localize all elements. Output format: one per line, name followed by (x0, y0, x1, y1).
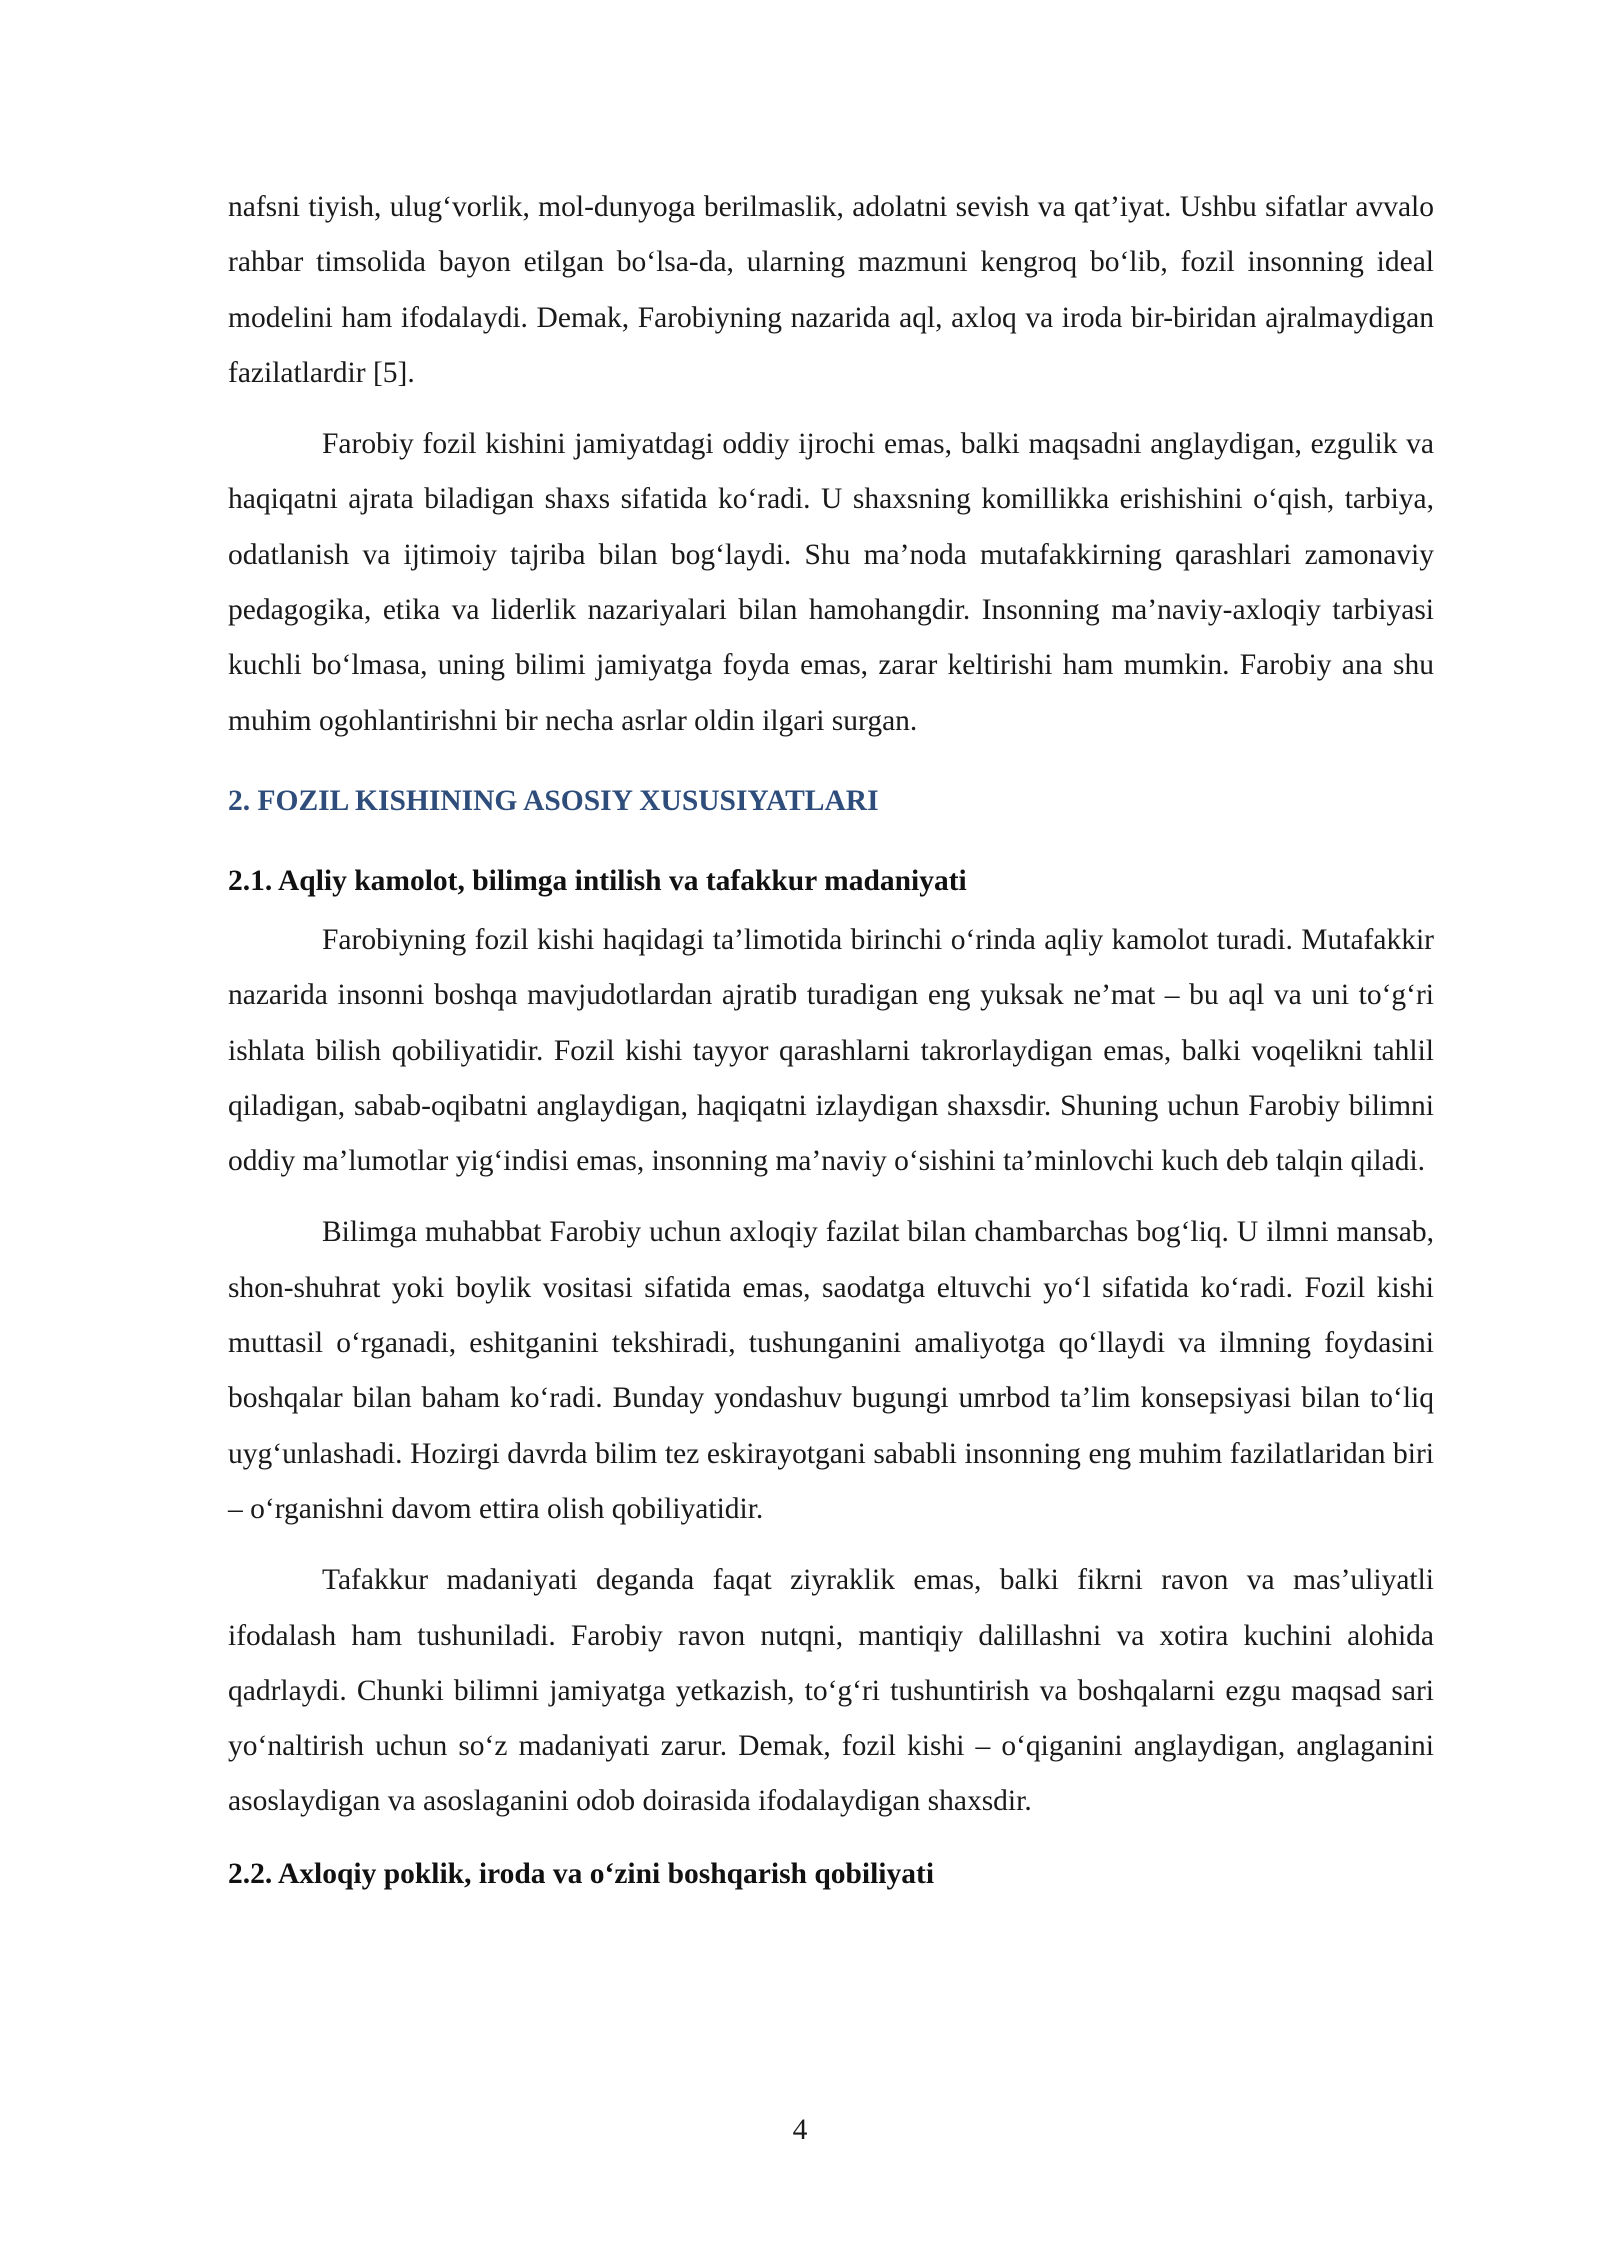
section-heading: 2. FOZIL KISHINING ASOSIY XUSUSIYATLARI (228, 784, 879, 817)
paragraph-tafakkur-madaniyati: Tafakkur madaniyati deganda faqat ziyraklik emas, balki fikrni ravon va mas’uliyatli ifodalash ham tushuniladi. Farobiy ravon nutqni, mantiqiy dalillashni va xotira kuchini alohida qadrlaydi. Chunki bilimni jamiyatga yetkazish, to‘g‘ri tushuntirish va boshqalarni ezgu maqsad sari yo‘naltirish uchun so‘z madaniyati zarur. Demak, fozil kishi – o‘qiganini anglaydigan, anglaganini asoslaydigan va asoslaganini odob doirasida ifodalaydigan shaxsdir. (228, 1564, 1434, 1818)
subsection-heading-2-2: 2.2. Axloqiy poklik, iroda va o‘zini boshqarish qobiliyati (228, 1857, 935, 1890)
document-page (228, 180, 1434, 1906)
paragraph-aqliy-kamolot: Farobiyning fozil kishi haqidagi ta’limotida birinchi o‘rinda aqliy kamolot turadi. Mutafakkir nazarida insonni boshqa mavjudotlardan ajratib turadigan eng yuksak ne’mat – bu aql va uni to‘g‘ri ishlata bilish qobiliyatidir. Fozil kishi tayyor qarashlarni takrorlaydigan emas, balki voqelikni tahlil qiladigan, sabab-oqibatni anglaydigan, haqiqatni izlaydigan shaxsdir. Shuning uchun Farobiy bilimni oddiy ma’lumotlar yig‘indisi emas, insonning ma’naviy o‘sishini ta’minlovchi kuch deb talqin qiladi. (228, 923, 1434, 1178)
paragraph-intro-continuation: nafsni tiyish, ulug‘vorlik, mol-dunyoga berilmaslik, adolatni sevish va qat’iyat. Ushbu sifatlar avvalo rahbar timsolida bayon etilgan bo‘lsa-da, ularning mazmuni kengroq bo‘lib, fozil insonning ideal modelini ham ifodalaydi. Demak, Farobiyning nazarida aql, axloq va iroda bir-biridan ajralmaydigan fazilatlardir [5]. (228, 191, 1434, 389)
paragraph-fozil-kishi: Farobiy fozil kishini jamiyatdagi oddiy ijrochi emas, balki maqsadni anglaydigan, ezgulik va haqiqatni ajrata biladigan shaxs sifatida ko‘radi. U shaxsning komillikka erishishini o‘qish, tarbiya, odatlanish va ijtimoiy tajriba bilan bog‘laydi. Shu ma’noda mutafakkirning qarashlari zamonaviy pedagogika, etika va liderlik nazariyalari bilan hamohangdir. Insonning ma’naviy-axloqiy tarbiyasi kuchli bo‘lmasa, uning bilimi jamiyatga foyda emas, zarar keltirishi ham mumkin. Farobiy ana shu muhim ogohlantirishni bir necha asrlar oldin ilgari surgan. (228, 428, 1434, 737)
paragraph-bilimga-muhabbat: Bilimga muhabbat Farobiy uchun axloqiy fazilat bilan chambarchas bog‘liq. U ilmni mansab, shon-shuhrat yoki boylik vositasi sifatida emas, saodatga eltuvchi yo‘l sifatida ko‘radi. Fozil kishi muttasil o‘rganadi, eshitganini tekshiradi, tushunganini amaliyotga qo‘llaydi va ilmning foydasini boshqalar bilan baham ko‘radi. Bunday yondashuv bugungi umrbod ta’lim konsepsiyasi bilan to‘liq uyg‘unlashadi. Hozirgi davrda bilim tez eskirayotgani sababli insonning eng muhim fazilatlaridan biri – o‘rganishni davom ettira olish qobiliyatidir. (228, 1216, 1434, 1525)
subsection-heading-2-1: 2.1. Aqliy kamolot, bilimga intilish va tafakkur madaniyati (228, 864, 967, 897)
page-number: 4 (792, 2114, 808, 2146)
